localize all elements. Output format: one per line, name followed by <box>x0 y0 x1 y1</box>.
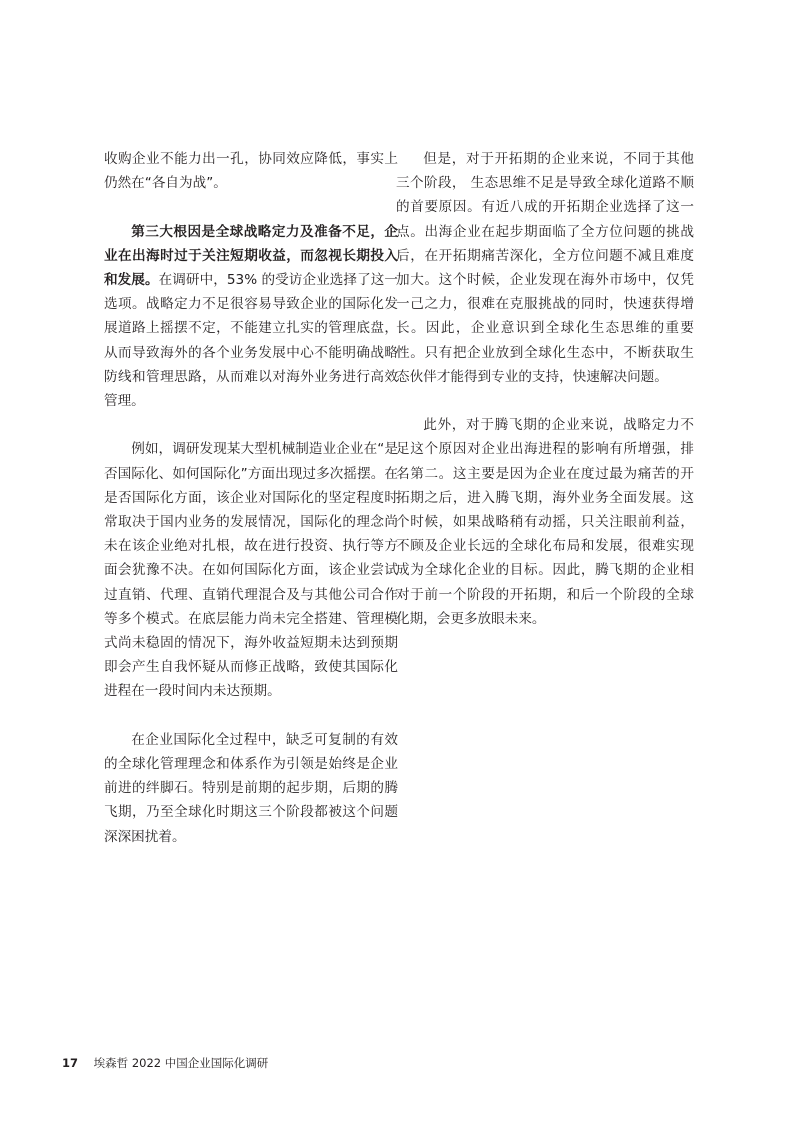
bold-lead: 第三大根因是全球战略定力及准备不足，企业在出海时过于关注短期收益，而忽视长期投入和发展。 <box>104 223 398 288</box>
page-footer <box>62 1055 268 1071</box>
footer-title: 埃森哲 2022 中国企业国际化调研 <box>93 1056 269 1070</box>
page-number: 17 <box>62 1056 79 1070</box>
right-column <box>396 147 694 655</box>
paragraph: 例如，调研发现某大型机械制造业企业在“是否国际化、如何国际化”方面出现过多次摇摆。在是否国际化方面，该企业对国际化的坚定程度时常取决于国内业务的发展情况，国际化的理念尚未在该企业绝对扎根，故在进行投资、执行等方面会犹豫不决。在如何国际化方面，该企业尝试过直销、代理、直销代理混合及与其他公司合作等多个模式。在底层能力尚未完全搭建、管理模式尚未稳固的情况下，海外收益短期未达到预期即会产生自我怀疑从而修正战略，致使其国际化进程在一段时间内未达预期。 <box>104 441 398 700</box>
paragraph: 但是，对于开拓期的企业来说，不同于其他三个阶段， 生态思维不足是导致全球化道路不顺的首要原因。有近八成的开拓期企业选择了这一点。出海企业在起步期面临了全方位问题的挑战后，在开拓期痛苦深化，全方位问题不减且难度加大。这个时候，企业发现在海外市场中，仅凭一己之力，很难在克服挑战的同时，快速获得增长。因此，企业意识到全球化生态思维的重要性。只有把企业放到全球化生态中，不断获取生态伙伴才能得到专业的支持，快速解决问题。 <box>396 151 694 385</box>
paragraph: 此外，对于腾飞期的企业来说，战略定力不足这个原因对企业出海进程的影响有所增强，排名第二。这主要是因为企业在度过最为痛苦的开拓期之后，进入腾飞期，海外业务全面发展。这个时候，如果战略稍有动摇，只关注眼前利益，不顾及企业长远的全球化布局和发展，很难实现成为全球化企业的目标。因此，腾飞期的企业相对于前一个阶段的开拓期，和后一个阶段的全球化期，会更多放眼未来。 <box>396 417 694 627</box>
left-column <box>104 147 398 873</box>
paragraph-text: 在调研中，53% 的受访企业选择了这一选项。战略定力不足很容易导致企业的国际化发展道路上摇摆不定，不能建立扎实的管理底盘，从而导致海外的各个业务发展中心不能明确战略防线和管理思路，从而难以对海外业务进行高效管理。 <box>104 272 398 410</box>
paragraph <box>104 220 398 414</box>
paragraph: 在企业国际化全过程中，缺乏可复制的有效的全球化管理理念和体系作为引领是始终是企业前进的绊脚石。特别是前期的起步期，后期的腾飞期，乃至全球化时期这三个阶段都被这个问题深深困扰着。 <box>104 731 398 845</box>
paragraph: 收购企业不能力出一孔，协同效应降低，事实上仍然在“各自为战”。 <box>104 151 398 192</box>
